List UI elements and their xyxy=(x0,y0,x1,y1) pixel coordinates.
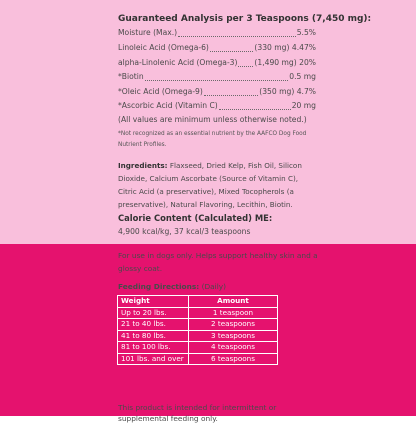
calorie-title: Calorie Content (Calculated) ME: xyxy=(118,213,273,223)
analysis-value: 5.5% xyxy=(296,28,316,37)
weight-cell: 21 to 40 lbs. xyxy=(118,319,189,331)
analysis-note: (All values are minimum unless otherwise noted.) xyxy=(118,115,307,124)
analysis-name: Moisture (Max.) xyxy=(118,28,178,37)
leader-dots xyxy=(219,102,291,110)
leader-dots xyxy=(145,73,289,81)
analysis-row xyxy=(118,58,316,68)
analysis-name: alpha-Linolenic Acid (Omega-3) xyxy=(118,58,238,67)
amount-cell: 6 teaspoons xyxy=(189,353,278,365)
amount-cell: 3 teaspoons xyxy=(189,330,278,342)
guaranteed-analysis-title: Guaranteed Analysis per 3 Teaspoons (7,450 mg): xyxy=(118,14,372,24)
table-row xyxy=(118,342,278,354)
ingredients-label: Ingredients: xyxy=(118,161,168,170)
analysis-name: Linoleic Acid (Omega-6) xyxy=(118,43,209,52)
weight-cell: 41 to 80 lbs. xyxy=(118,330,189,342)
table-header-row xyxy=(118,296,278,308)
table-row xyxy=(118,307,278,319)
leader-dots xyxy=(204,88,258,96)
feeding-title-suffix: (Daily) xyxy=(201,282,227,291)
weight-cell: 81 to 100 lbs. xyxy=(118,342,189,354)
weight-cell: 101 lbs. and over xyxy=(118,353,189,365)
weight-header: Weight xyxy=(118,296,189,308)
analysis-row xyxy=(118,43,316,53)
analysis-value: (330 mg) 4.47% xyxy=(254,43,316,52)
aafco-footnote: *Not recognized as an essential nutrient by the AAFCO Dog Food Nutrient Profiles. xyxy=(118,131,307,148)
analysis-value: 20 mg xyxy=(291,101,316,110)
closing-line-2: supplemental feeding only. xyxy=(118,414,218,423)
table-row xyxy=(118,353,278,365)
amount-header: Amount xyxy=(189,296,278,308)
feeding-table xyxy=(117,295,278,365)
leader-dots xyxy=(238,59,253,67)
analysis-name: *Ascorbic Acid (Vitamin C) xyxy=(118,101,218,110)
table-row xyxy=(118,319,278,331)
analysis-row xyxy=(118,28,316,38)
table-row xyxy=(118,330,278,342)
analysis-value: (350 mg) 4.7% xyxy=(259,87,316,96)
usage-intro: For use in dogs only. Helps support healthy skin and a glossy coat. xyxy=(118,251,318,273)
amount-cell: 2 teaspoons xyxy=(189,319,278,331)
analysis-row xyxy=(118,72,316,82)
weight-cell: Up to 20 lbs. xyxy=(118,307,189,319)
analysis-row xyxy=(118,101,316,111)
amount-cell: 1 teaspoon xyxy=(189,307,278,319)
feeding-title xyxy=(118,282,226,291)
closing-line-1: This product is intended for intermittent or xyxy=(118,403,277,412)
closing-note-continued xyxy=(118,412,318,425)
analysis-name: *Oleic Acid (Omega-9) xyxy=(118,87,203,96)
calorie-value: 4,900 kcal/kg, 37 kcal/3 teaspoons xyxy=(118,227,251,236)
analysis-value: 0.5 mg xyxy=(289,72,316,81)
analysis-value: (1,490 mg) 20% xyxy=(254,58,316,67)
ingredients-block xyxy=(118,159,308,211)
amount-cell: 4 teaspoons xyxy=(189,342,278,354)
analysis-row xyxy=(118,87,316,97)
leader-dots xyxy=(178,29,296,37)
analysis-name: *Biotin xyxy=(118,72,144,81)
leader-dots xyxy=(210,44,254,52)
feeding-title-label: Feeding Directions: xyxy=(118,282,200,291)
ingredients-text: Flaxseed, Dried Kelp, Fish Oil, Silicon Dioxide, Calcium Ascorbate (Source of Vitamin C), Citric Acid (a preservative), Mixed Tocopherols (a preservative), Natural Flavoring, Lecithin, Biotin. xyxy=(118,161,302,209)
